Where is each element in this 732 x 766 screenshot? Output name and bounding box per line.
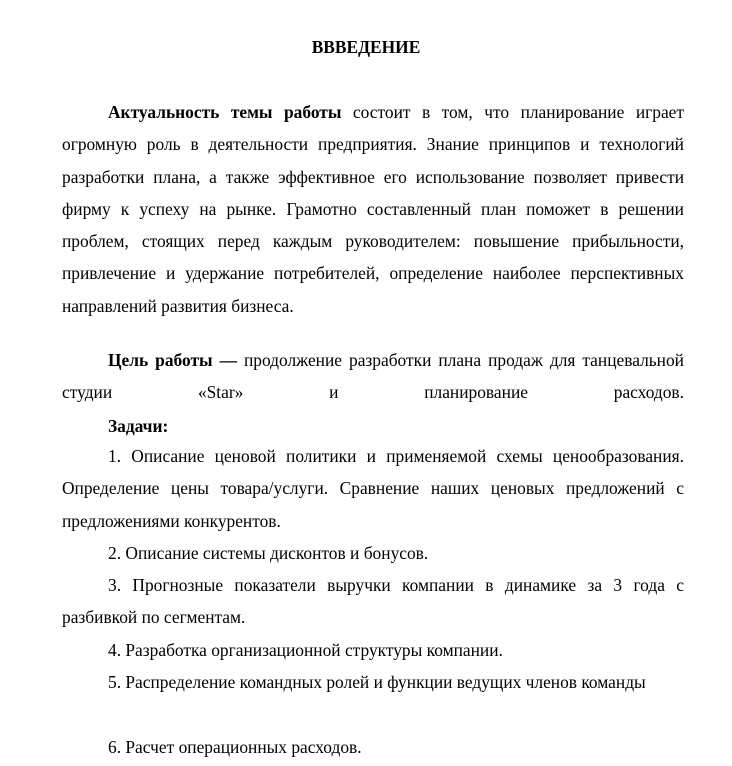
task-item-6: 6. Расчет операционных расходов.: [108, 737, 362, 757]
relevance-lead: Актуальность темы работы: [108, 102, 342, 122]
task-item-4: 4. Разработка организационной структуры компании.: [108, 640, 503, 660]
relevance-paragraph: [62, 96, 684, 322]
tasks-label: Задачи:: [108, 416, 169, 436]
goal-text: продолжение разработки плана продаж для танцевальной студии «Star» и планирование расходов.: [62, 350, 684, 403]
document-heading: ВВВЕДЕНИЕ: [311, 37, 421, 57]
goal-lead: Цель работы —: [108, 350, 237, 370]
task-item-1: 1. Описание ценовой политики и применяемой схемы ценообразования. Определение цены товара/услуги. Сравнение наших ценовых предложений с предложениями конкурентов.: [62, 446, 684, 531]
task-item-5: 5. Распределение командных ролей и функции ведущих членов команды: [108, 672, 646, 692]
task-item-3: 3. Прогнозные показатели выручки компании в динамике за 3 года с разбивкой по сегментам.: [62, 575, 684, 628]
task-item-2: 2. Описание системы дисконтов и бонусов.: [108, 543, 429, 563]
relevance-text: состоит в том, что планирование играет огромную роль в деятельности предприятия. Знание принципов и технологий разработки плана, а также эффективное его использование позволяет привести фирму к успеху на рынке. Грамотно составленный план поможет в решении проблем, стоящих перед каждым руководителем: повышение прибыльности, привлечение и удержание потребителей, определение наиболее перспективных направлений развития бизнеса.: [62, 102, 684, 316]
goal-paragraph: [62, 344, 684, 409]
